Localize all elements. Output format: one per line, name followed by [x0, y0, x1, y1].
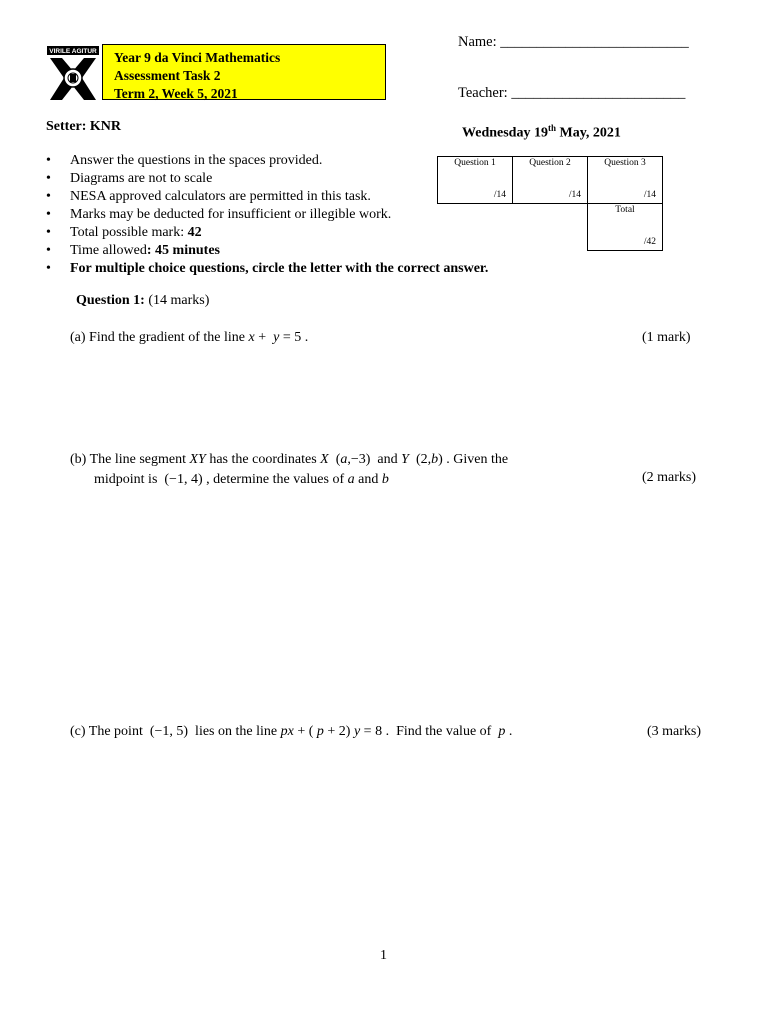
page-number: 1	[380, 948, 387, 963]
question-1b-text: (b) The line segment XY has the coordinates X (a,−3) and Y (2,b) . Given the midpoint is (−1, 4) , determine the values of a and b	[70, 452, 509, 487]
instructions-list	[46, 152, 488, 278]
instruction-item: • Total possible mark: 42	[46, 224, 488, 242]
title-line-2: Assessment Task 2	[114, 68, 221, 83]
question-1a-text: (a) Find the gradient of the line x + y = 5 .	[70, 330, 309, 345]
instruction-item: • Marks may be deducted for insufficient or illegible work.	[46, 206, 488, 224]
question-1-heading: Question 1: (14 marks)	[76, 293, 210, 308]
exam-date: Wednesday 19th May, 2021	[462, 123, 621, 141]
marks-cell-q3: Question 3 /14	[588, 157, 663, 204]
marks-cell-total: Total /42	[588, 204, 663, 251]
logo-motto: VIRILE AGITUR	[49, 48, 97, 55]
instruction-item: • Answer the questions in the spaces provided.	[46, 152, 488, 170]
instruction-item: • Time allowed: 45 minutes	[46, 242, 488, 260]
teacher-field: Teacher: ________________________	[458, 85, 686, 101]
setter-label: Setter: KNR	[46, 119, 122, 134]
instruction-item: • Diagrams are not to scale	[46, 170, 488, 188]
title-line-3: Term 2, Week 5, 2021	[114, 86, 238, 101]
marks-cell-q2: Question 2 /14	[513, 157, 588, 204]
name-field: Name: __________________________	[458, 34, 689, 50]
instruction-item: • NESA approved calculators are permitted in this task.	[46, 188, 488, 206]
marks-cell-q1: Question 1 /14	[438, 157, 513, 204]
school-crest-logo	[44, 44, 102, 104]
title-line-1: Year 9 da Vinci Mathematics	[114, 50, 281, 65]
title-box	[102, 44, 386, 100]
marks-table	[437, 156, 663, 251]
instruction-item: • For multiple choice questions, circle the letter with the correct answer.	[46, 260, 488, 278]
question-1b-marks: (2 marks)	[642, 470, 697, 485]
question-1c-text: (c) The point (−1, 5) lies on the line px + ( p + 2) y = 8 . Find the value of p .	[70, 724, 513, 739]
question-1a-marks: (1 mark)	[642, 330, 691, 345]
question-1c-marks: (3 marks)	[647, 724, 702, 739]
